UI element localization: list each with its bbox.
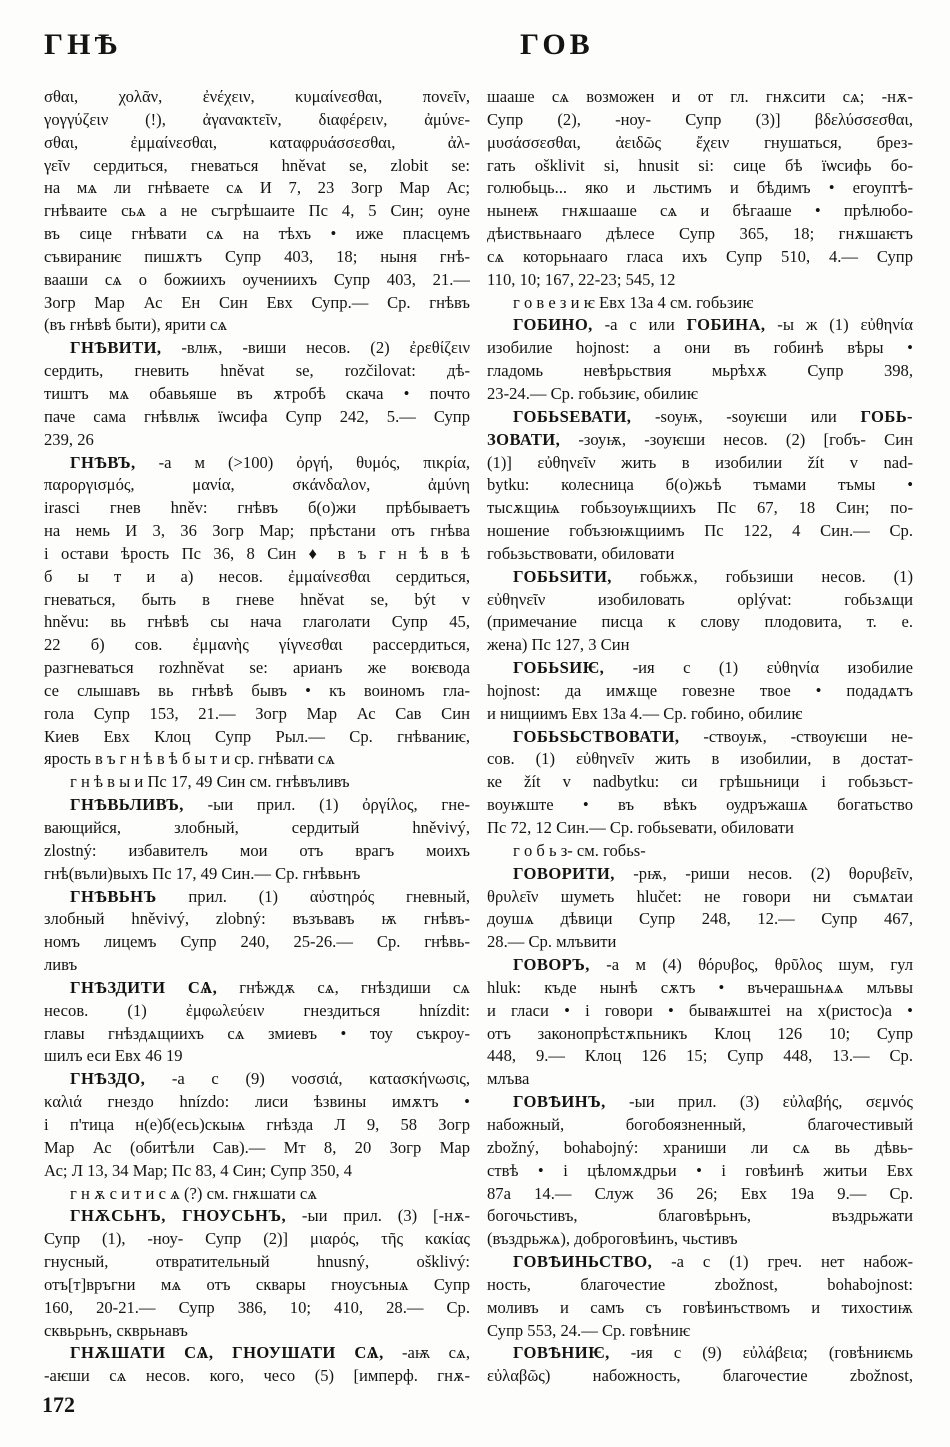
text-line	[487, 132, 913, 155]
text-line	[44, 269, 470, 292]
text-run: изобилие hojnost: а они въ гобинѣ вѣры •	[487, 338, 913, 358]
text-line	[44, 1068, 470, 1091]
text-run: -ыи прил. (1) ὀργίλος, гне-	[183, 795, 470, 815]
text-run: г н ѫ с и т и с ѧ (?) см. гнѫшати сѧ	[70, 1183, 318, 1203]
text-run: съвираниѥ пишѫтъ Супр 403, 18; ныня гнѣ-	[44, 246, 470, 266]
text-run: θρυλεῖν шуметь hlučet: не говори ни съмѧтаи	[487, 886, 913, 906]
text-run: zlostný: избавителъ мои отъ врагъ моихъ	[44, 840, 470, 860]
text-line	[487, 1365, 913, 1388]
headword: ГОБЬ-	[860, 406, 913, 426]
text-line	[44, 863, 470, 886]
text-run: главы гнѣздѧщиихъ сѧ змиевъ • тоу съкроу-	[44, 1023, 470, 1043]
text-run: Ас; Л 13, 34 Мар; Пс 83, 4 Син; Супр 350, 4	[44, 1160, 353, 1180]
text-run: разгневаться rozhněvat se: арианъ же воѥвода	[44, 658, 470, 678]
text-line	[487, 931, 913, 954]
text-run: шааше сѧ возможен и от гл. гнѫсити сѧ; -нѫ-	[487, 87, 913, 106]
text-line	[44, 840, 470, 863]
text-line	[487, 748, 913, 771]
text-line	[44, 177, 470, 200]
text-line	[44, 520, 470, 543]
text-run: сквьрьнъ, скврьнавъ	[44, 1320, 188, 1340]
text-line	[487, 1160, 913, 1183]
text-line	[44, 817, 470, 840]
text-run: γεῖν сердиться, гневаться hněvat se, zlobit se:	[44, 155, 470, 175]
text-line	[487, 109, 913, 132]
text-line	[44, 1183, 470, 1206]
text-line	[44, 474, 470, 497]
text-run: гобьзьствовати, обиловати	[487, 543, 675, 563]
text-run: и нищиимъ Евх 13а 4.— Ср. гобино, обилиѥ	[487, 703, 803, 723]
text-run: -а м (>100) ὀργή, θυμός, πικρία,	[135, 452, 470, 472]
text-line	[487, 1183, 913, 1206]
text-run: -ия с (9) εὐλάβεια; (говѣниѥмь	[609, 1343, 913, 1363]
text-line	[44, 337, 470, 360]
text-run: καλιά гнездо hnízdo: лиси ѣзвины имѫтъ •	[44, 1092, 470, 1112]
text-run: 23-24.— Ср. гобьзиѥ, обилиѥ	[487, 383, 698, 403]
headword: ГНѢВИТИ,	[70, 338, 162, 358]
text-line	[487, 703, 913, 726]
text-run: і п'тица н(е)б(есь)скыѩ гнѣзда Л 9, 58 Зогр	[44, 1114, 470, 1134]
text-run: 239, 26	[44, 429, 94, 449]
text-run: Супр 553, 24.— Ср. говѣниѥ	[487, 1320, 691, 1340]
text-line	[44, 132, 470, 155]
text-run: 87а 14.— Служ 36 26; Евх 19а 9.— Ср.	[487, 1183, 913, 1203]
text-line	[487, 292, 913, 315]
text-line	[487, 817, 913, 840]
text-line	[44, 771, 470, 794]
text-line	[44, 109, 470, 132]
text-line	[44, 1205, 470, 1228]
text-run: ность, благочестие zbožnost, bohabojnost:	[487, 1274, 913, 1294]
text-run: шилъ еси Евх 46 19	[44, 1046, 183, 1066]
text-run: несов. (1) ἐμφωλεύειν гнездиться hnízdit:	[44, 1000, 470, 1020]
running-head-left: ГНѢ	[44, 28, 122, 61]
text-run: ке žít v nadbytku: си грѣшьници і гобьзьст-	[487, 772, 913, 792]
text-run: (въздрьжѧ), доброговѣинъ, чьстивъ	[487, 1229, 738, 1249]
text-line	[44, 1274, 470, 1297]
text-run: bytku: колесница б(о)жьѣ тъмами тъмы •	[487, 475, 913, 495]
text-run: hluk: къде нынѣ сѫтъ • въчерашьнѧѧ млъвы	[487, 977, 913, 997]
text-line	[487, 269, 913, 292]
text-line	[487, 657, 913, 680]
text-line	[44, 1228, 470, 1251]
text-run: млъва	[487, 1069, 530, 1089]
text-line	[44, 1137, 470, 1160]
headword: ГНѢЗДИТИ СѦ,	[70, 977, 218, 997]
text-line	[44, 748, 470, 771]
text-run: 22 б) сов. ἐμμανὴς γίγνεσθαι рассердиться,	[44, 635, 470, 655]
text-line	[44, 680, 470, 703]
text-run: жена) Пс 127, 3 Син	[487, 635, 630, 655]
text-line	[487, 314, 913, 337]
text-run: гнѣваите сьѧ а не съгрѣшаите Пс 4, 5 Син; оуне	[44, 201, 470, 221]
text-run: воуѭште • въ вѣкъ оудръжашѧ богатьство	[487, 795, 913, 815]
text-line	[44, 1160, 470, 1183]
text-run: Пс 72, 12 Син.— Ср. гобьѕевати, обиловати	[487, 818, 794, 837]
text-line	[44, 406, 470, 429]
text-run: hněvu: вь гнѣвѣ сы нача глаголати Супр 45,	[44, 612, 470, 632]
text-line	[487, 1045, 913, 1068]
text-run: 28.— Ср. млъвити	[487, 932, 617, 952]
text-run: -влѭ, -виши несов. (2) ἐρεθίζειν	[161, 338, 470, 358]
text-run: Мар Ас (обитѣли Сав).— Мт 8, 20 Зогр Мар	[44, 1137, 470, 1157]
text-line	[44, 360, 470, 383]
text-run: irasci гнев hněv: гнѣвъ б(о)жи прѣбываетъ	[44, 498, 470, 518]
running-head-right: ГОВ	[520, 28, 594, 61]
text-line	[487, 954, 913, 977]
right-column	[487, 86, 913, 1388]
text-run: σθαι, χολᾶν, ἐνέχειν, κυμαίνεσθαι, πονεῖν,	[44, 87, 470, 106]
text-run: γογγύζειν (!), ἀγανακτεῖν, διαφέρειν, ἀμύνε-	[44, 109, 470, 129]
text-run: 160, 20-21.— Супр 386, 10; 410, 28.— Ср.	[44, 1297, 470, 1317]
text-run: hojnost: да имѫще говезне твое • подадѧтъ	[487, 680, 913, 700]
headword: ГНѢВЬНЪ	[70, 886, 157, 906]
text-run: гола Супр 153, 21.— Зогр Мар Ас Сав Син	[44, 703, 470, 723]
text-run: гладомь невѣрьствия мьрѣхѫ Супр 398,	[487, 361, 913, 381]
text-line	[487, 1023, 913, 1046]
text-line	[44, 726, 470, 749]
text-run: моливъ и самъ съ говѣинъствомъ и тихостиѭ	[487, 1297, 913, 1317]
text-run: гобьжѫ, гобьзиши несов. (1)	[611, 566, 913, 586]
text-run: -ыи прил. (3) εὐλαβής, σεμνός	[605, 1092, 913, 1112]
text-line	[487, 155, 913, 178]
text-line	[487, 246, 913, 269]
text-line	[487, 1091, 913, 1114]
text-line	[44, 543, 470, 566]
text-line	[44, 246, 470, 269]
text-run: гнѣ(въли)выхъ Пс 17, 49 Син.— Ср. гнѣвьнъ	[44, 863, 361, 883]
headword: ГНѢЗДО,	[70, 1069, 146, 1089]
text-run: дѣиствьнааго дѣлесе Супр 365, 18; гнѫшаѥтъ	[487, 224, 913, 244]
text-run: εὐθηνεῖν изобиловать oplývat: гобьзѧщи	[487, 589, 913, 609]
text-run: на мѧ ли гнѣваете сѧ И 7, 23 Зогр Мар Ас;	[44, 178, 470, 198]
text-line	[44, 657, 470, 680]
headword: ГОВОРЪ,	[513, 955, 590, 975]
text-run: г н ѣ в ы и Пс 17, 49 Син см. гнѣвъливъ	[70, 772, 350, 792]
text-line	[487, 589, 913, 612]
text-run: ствѣ • і цѣломѫдрьи • і говѣинѣ житьи Евх	[487, 1160, 913, 1180]
text-run: нынеѭ гнѫшааше сѧ и бѣгааше • прѣлюбо-	[487, 201, 913, 221]
text-line	[487, 452, 913, 475]
text-line	[487, 337, 913, 360]
text-run: въ сице гнѣвати сѧ на тѣхъ • иже пласцемъ	[44, 224, 470, 244]
text-line	[487, 794, 913, 817]
text-run: злобный hněvivý, zlobný: възъвавъ ѭ гнѣвъ-	[44, 909, 470, 929]
left-column	[44, 86, 470, 1388]
text-run: -ыи прил. (3) [-нѫ-	[286, 1206, 470, 1226]
text-line	[44, 1000, 470, 1023]
text-line	[44, 566, 470, 589]
text-run: 448, 9.— Клоц 126 15; Супр 448, 13.— Ср.	[487, 1046, 913, 1066]
text-line	[487, 1320, 913, 1343]
text-line	[44, 1045, 470, 1068]
text-run: набожный, богобоязненный, благочестивый	[487, 1114, 913, 1134]
text-line	[44, 383, 470, 406]
text-line	[487, 611, 913, 634]
headword: ГНѪШАТИ СѦ, ГНОУШАТИ СѦ,	[70, 1343, 384, 1363]
text-line	[487, 1205, 913, 1228]
text-line	[487, 86, 913, 109]
text-run: сов. (1) εὐθηνεῖν жить в изобилии, в достат-	[487, 749, 913, 769]
headword: ГНѪСЬНЪ, ГНОУСЬНЪ,	[70, 1206, 287, 1226]
text-line	[487, 1297, 913, 1320]
text-run: г о в е з и ѥ Евх 13а 4 см. гобьзиѥ	[513, 292, 754, 312]
text-line	[44, 86, 470, 109]
text-line	[487, 680, 913, 703]
text-line	[44, 1114, 470, 1137]
text-line	[44, 1342, 470, 1365]
headword: ГНѢВЬЛИВЪ,	[70, 795, 184, 815]
text-line	[487, 977, 913, 1000]
text-run: гневаться, быть в гневе hněvat se, být v	[44, 589, 470, 609]
text-line	[44, 1251, 470, 1274]
text-line	[44, 634, 470, 657]
text-run: 110, 10; 167, 22-23; 545, 12	[487, 269, 676, 289]
text-run: -зоуѭ, -зоуѥши несов. (2) [гобъ- Син	[560, 429, 913, 449]
text-run: zbožný, bohabojný: храниши ли сѧ вь дѣвь-	[487, 1137, 913, 1157]
text-run: сердить, гневить hněvat se, rozčilovat: дѣ-	[44, 361, 470, 381]
text-line	[487, 1342, 913, 1365]
text-run: Киев Евх Клоц Супр Рыл.— Ср. гнѣваниѥ,	[44, 726, 470, 746]
text-line	[44, 1320, 470, 1343]
text-run: паче сама гнѣвлѭ їѡсифа Супр 242, 5.— Супр	[44, 406, 470, 426]
text-line	[487, 1068, 913, 1091]
text-run: б ы т и а) несов. ἐμμαίνεσθαι сердиться,	[44, 566, 470, 586]
headword: ГОБИНА,	[686, 315, 766, 335]
text-line	[487, 634, 913, 657]
text-line	[487, 360, 913, 383]
text-line	[44, 931, 470, 954]
headword: ГОБЬЅИТИ,	[513, 566, 612, 586]
text-line	[487, 726, 913, 749]
text-run: гнѣждѫ сѧ, гнѣздиши сѧ	[217, 977, 470, 997]
text-run: εὐλαβῶς) набожность, благочестие zbožnost,	[487, 1366, 913, 1386]
text-line	[44, 611, 470, 634]
text-line	[44, 886, 470, 909]
text-line	[44, 200, 470, 223]
headword: ГОВѢИНЬСТВО,	[513, 1252, 653, 1272]
headword: ГОБЬЅЕВАТИ,	[513, 406, 632, 426]
text-run: (въ гнѣвѣ быти), ярити сѧ	[44, 315, 228, 335]
text-line	[487, 771, 913, 794]
text-run: сѧ которьнааго гласа ихъ Супр 510, 4.— Супр	[487, 246, 913, 266]
text-run: тиштъ мѧ обавьяше въ ѫтробѣ скача • почто	[44, 383, 470, 403]
text-run: вающийся, злобный, сердитый hněvivý,	[44, 818, 470, 837]
text-line	[44, 1091, 470, 1114]
text-run: (примечание писца к слову плодовита, т. е.	[487, 612, 913, 632]
text-line	[487, 520, 913, 543]
text-line	[487, 406, 913, 429]
text-run: на немь И 3, 36 Зогр Мар; прѣстани отъ гнѣва	[44, 521, 470, 541]
text-line	[44, 452, 470, 475]
text-line	[487, 200, 913, 223]
text-line	[487, 223, 913, 246]
text-run: г о б ь з- см. гобьѕ-	[513, 840, 646, 860]
text-line	[487, 383, 913, 406]
text-line	[44, 223, 470, 246]
text-run: гнусный, отвратительный hnusný, ošklivý:	[44, 1252, 470, 1272]
headword: ГОБЬЅЬСТВОВАТИ,	[513, 726, 680, 746]
text-run: голюбьць... яко и льстимъ и бѣдимъ • егоуптѣ-	[487, 178, 913, 198]
text-run: -ия с (1) εὐθηνία изобилие	[604, 658, 913, 678]
text-run: Зогр Мар Ас Ен Син Евх Супр.— Ср. гнѣвъ	[44, 292, 470, 312]
text-line	[487, 840, 913, 863]
text-run: -аѥши сѧ несов. кого, чесо (5) [имперф. гнѫ-	[44, 1366, 470, 1386]
headword: ГНѢВЪ,	[70, 452, 136, 472]
text-run: σθαι, ἐμμαίνεσθαι, καταφρυάσσεσθαι, ἀλ-	[44, 132, 470, 152]
text-run: ношение гобъзюѭщиимъ Пс 122, 4 Син.— Ср.	[487, 521, 913, 541]
text-line	[487, 543, 913, 566]
text-line	[44, 977, 470, 1000]
page-number: 172	[42, 1392, 75, 1417]
text-run: -а с (1) греч. нет набож-	[652, 1252, 913, 1272]
text-run: -ѕоуѭ, -ѕоуѥши или	[631, 406, 861, 426]
text-line	[487, 1274, 913, 1297]
text-run: -рѭ, -риши несов. (2) θορυβεῖν,	[614, 863, 913, 883]
text-run: се слышавъ вь гнѣвѣ бывъ • къ воиномъ гла-	[44, 680, 470, 700]
text-line	[487, 863, 913, 886]
text-run: гать ošklivit si, hnusit si: сице бѣ їѡсифь бо-	[487, 155, 913, 175]
text-line	[44, 589, 470, 612]
headword: ГОБИНО,	[513, 315, 593, 335]
text-line	[44, 908, 470, 931]
text-run: ливъ	[44, 955, 78, 975]
text-line	[44, 1023, 470, 1046]
text-run: отъ[т]връгни мѧ отъ сквары гноусъныѧ Супр	[44, 1274, 470, 1294]
text-run: Супр (2), -ноу- Супр (3)] βδελύσσεσθαι,	[487, 109, 913, 129]
text-line	[44, 155, 470, 178]
text-run: і остави ѣрость Пс 36, 8 Син ♦ в ъ г н ѣ в ѣ	[44, 543, 470, 563]
headword: ГОВѢНИѤ,	[513, 1343, 610, 1363]
text-run: Супр (1), -ноу- Супр (2)] μιαρός, τῆς κακίας	[44, 1229, 470, 1249]
text-run: ярость в ъ г н ѣ в ѣ б ы т и ср. гнѣвати сѧ	[44, 749, 335, 769]
text-run: вааши сѧ о божиихъ оучениихъ Супр 403, 21.—	[44, 269, 470, 289]
text-line	[487, 1137, 913, 1160]
text-run: (1)] εὐθηνεῖν жить в изобилии žít v nad-	[487, 452, 913, 472]
text-run: прил. (1) αὐστηρός гневный,	[156, 886, 470, 906]
text-run: богочьстивъ, благовѣрьнъ, въздрьжати	[487, 1206, 913, 1226]
text-line	[44, 429, 470, 452]
text-line	[44, 703, 470, 726]
text-line	[487, 474, 913, 497]
text-line	[487, 1228, 913, 1251]
headword: ГОВѢИНЪ,	[513, 1092, 606, 1112]
text-line	[44, 954, 470, 977]
text-line	[44, 1297, 470, 1320]
text-run: -аѭ сѧ,	[383, 1343, 470, 1363]
text-run: -а с или	[592, 315, 687, 335]
text-line	[487, 497, 913, 520]
text-run: отъ законопрѣстѫпьникъ Клоц 126 10; Супр	[487, 1023, 913, 1043]
text-run: доушѧ дѣвици Супр 248, 12.— Супр 467,	[487, 909, 913, 929]
text-run: номъ лицемъ Супр 240, 25-26.— Ср. гнѣвь-	[44, 932, 470, 952]
text-line	[487, 1000, 913, 1023]
text-line	[487, 177, 913, 200]
text-line	[44, 497, 470, 520]
text-line	[487, 1114, 913, 1137]
text-line	[44, 1365, 470, 1388]
headword: ГОБЬЅИѤ,	[513, 658, 605, 678]
text-line	[487, 566, 913, 589]
text-run: -ы ж (1) εὐθηνία	[765, 315, 913, 335]
text-run: -ствоуѭ, -ствоуѥши не-	[679, 726, 913, 746]
text-line	[487, 429, 913, 452]
text-run: παροργισμός, μανία, σκάνδαλον, ἀμύνη	[44, 475, 470, 495]
headword: ГОВОРИТИ,	[513, 863, 615, 883]
text-line	[44, 292, 470, 315]
text-run: -а м (4) θόρυβος, θρῦλος шум, гул	[589, 955, 913, 975]
text-line	[44, 314, 470, 337]
text-run: μυσάσσεσθαι, ἀειδῶς ἔχειν гнушаться, брез-	[487, 132, 913, 152]
text-run: и гласи • і говори • бываѭштеі на х(ристос)а •	[487, 1000, 913, 1020]
text-line	[487, 886, 913, 909]
text-line	[44, 794, 470, 817]
text-line	[487, 908, 913, 931]
text-run: -а с (9) νοσσιά, κατασκήνωσις,	[145, 1069, 470, 1089]
headword: ЗОВАТИ,	[487, 429, 561, 449]
text-run: тысѫщиѩ гобьзоуѭщиихъ Пс 67, 18 Син; по-	[487, 498, 913, 518]
text-line	[487, 1251, 913, 1274]
